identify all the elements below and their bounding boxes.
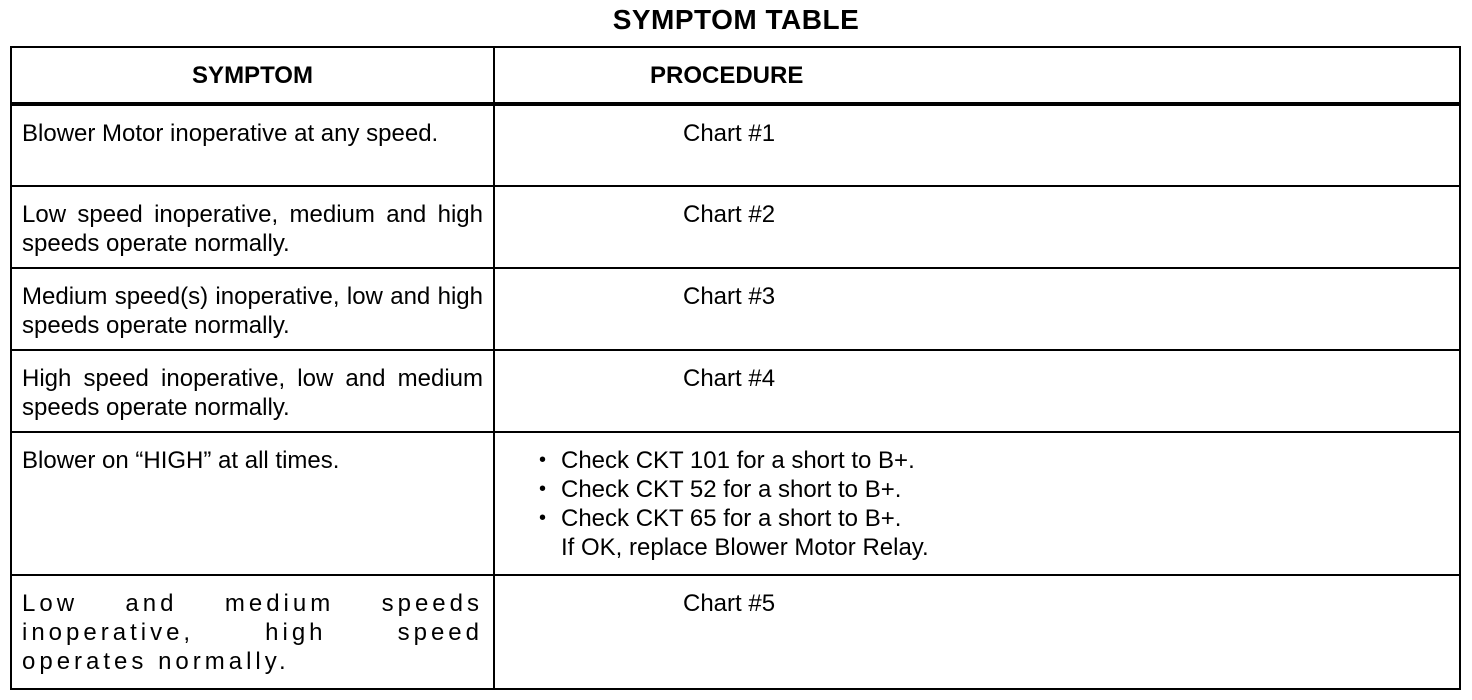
symptom-cell: High speed inoperative, low and medium speeds operate normally. <box>12 350 494 432</box>
bullet-icon: • <box>539 478 547 500</box>
procedure-step: Check CKT 65 for a short to B+. <box>561 505 902 532</box>
table-row <box>12 268 1459 350</box>
header-row <box>12 48 1459 104</box>
list-item <box>539 475 1449 504</box>
procedure-cell: Chart #4 <box>494 350 1459 432</box>
procedure-step: Check CKT 101 for a short to B+. <box>561 447 915 474</box>
table-row <box>12 104 1459 186</box>
procedure-step: Check CKT 52 for a short to B+. <box>561 476 902 503</box>
procedure-cell: Chart #1 <box>494 104 1459 186</box>
bullet-icon: • <box>539 449 547 471</box>
symptom-cell: Low speed inoperative, medium and high speeds operate normally. <box>12 186 494 268</box>
list-item <box>539 446 1449 475</box>
list-item <box>539 504 1449 533</box>
table-row <box>12 186 1459 268</box>
symptom-cell: Medium speed(s) inoperative, low and high speeds operate normally. <box>12 268 494 350</box>
procedure-cell: Chart #2 <box>494 186 1459 268</box>
procedure-column-header: PROCEDURE <box>494 48 1459 104</box>
table-row <box>12 350 1459 432</box>
bullet-icon: • <box>539 507 547 529</box>
table-title: SYMPTOM TABLE <box>612 4 860 35</box>
symptom-cell: Blower on “HIGH” at all times. <box>12 432 494 575</box>
procedure-cell: Chart #5 <box>494 575 1459 688</box>
symptom-cell: Low and medium speeds inoperative, high speed operates normally. <box>12 575 494 688</box>
symptom-table-grid <box>12 48 1459 688</box>
table-row <box>12 575 1459 688</box>
symptom-column-header: SYMPTOM <box>12 48 494 104</box>
procedure-cell <box>494 432 1459 575</box>
procedure-check-list <box>539 446 1449 533</box>
symptom-table <box>10 46 1461 690</box>
table-row <box>12 432 1459 575</box>
procedure-cell: Chart #3 <box>494 268 1459 350</box>
procedure-followup: If OK, replace Blower Motor Relay. <box>561 534 929 561</box>
symptom-cell: Blower Motor inoperative at any speed. <box>12 104 494 186</box>
